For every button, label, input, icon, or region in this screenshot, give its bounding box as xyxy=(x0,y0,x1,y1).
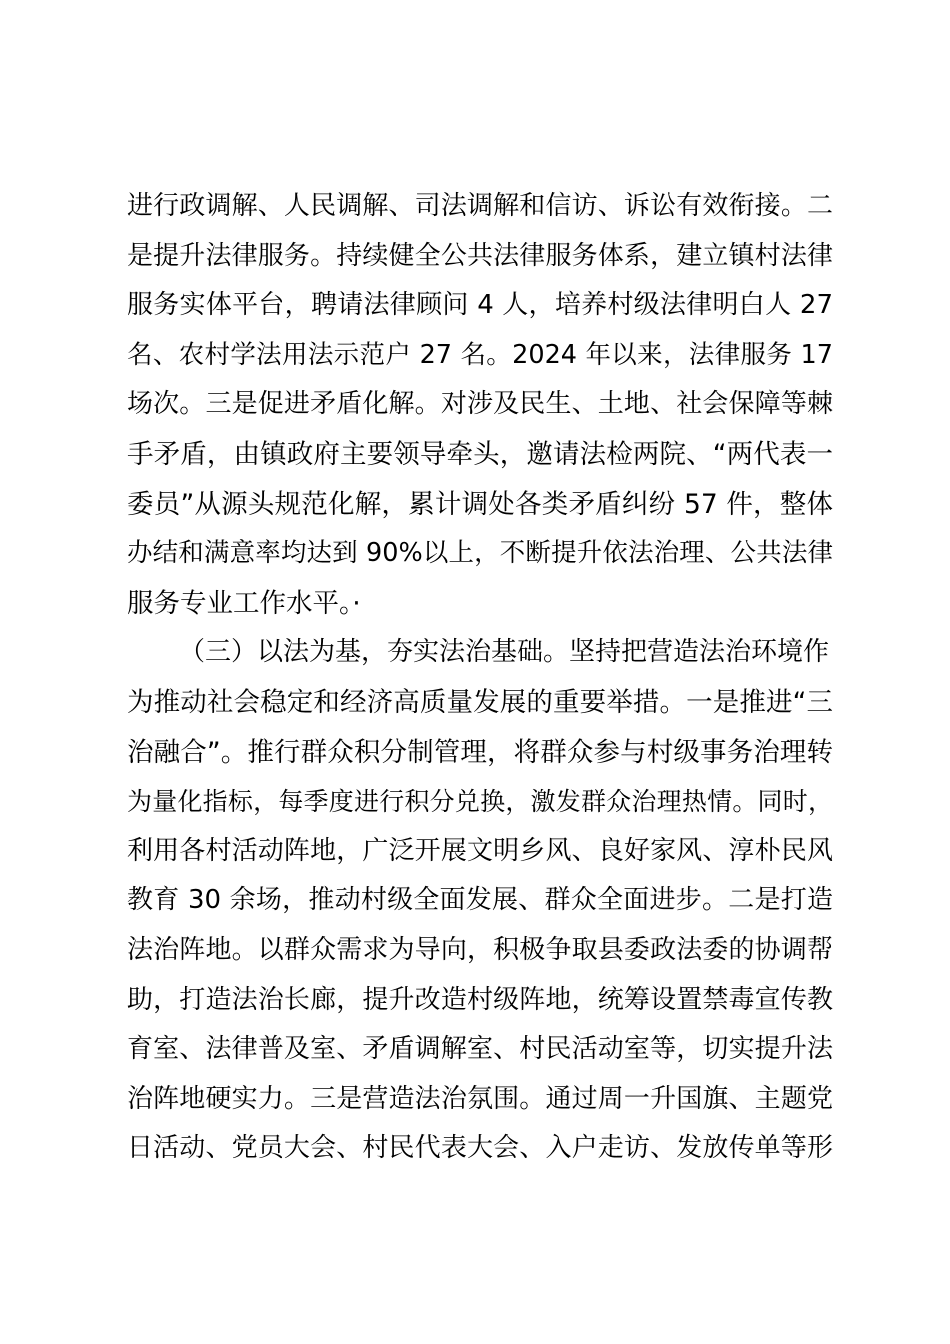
text-line: 名、农村学法用法示范户 27 名。2024 年以来，法律服务 17 xyxy=(127,339,833,370)
text-line: 为推动社会稳定和经济高质量发展的重要举措。一是推进“三 xyxy=(127,686,833,718)
text-line: 育室、法律普及室、矛盾调解室、村民活动室等，切实提升法 xyxy=(127,1034,833,1065)
text-line: 委员”从源头规范化解，累计调处各类矛盾纠纷 57 件，整体 xyxy=(127,488,833,520)
text-line: 手矛盾，由镇政府主要领导牵头，邀请法检两院、“两代表一 xyxy=(127,438,833,470)
text-line: 治融合”。推行群众积分制管理，将群众参与村级事务治理转 xyxy=(127,736,833,768)
text-line: 场次。三是促进矛盾化解。对涉及民生、土地、社会保障等棘 xyxy=(127,389,833,420)
text-line: 日活动、党员大会、村民代表大会、入户走访、发放传单等形 xyxy=(127,1133,833,1164)
text-line: 办结和满意率均达到 90%以上，不断提升依法治理、公共法律 xyxy=(127,538,833,569)
text-line: 治阵地硬实力。三是营造法治氛围。通过周一升国旗、主题党 xyxy=(127,1083,833,1114)
text-line: 服务实体平台，聘请法律顾问 4 人，培养村级法律明白人 27 xyxy=(127,290,833,321)
paragraph-heading-line: （三）以法为基，夯实法治基础。坚持把营造法治环境作 xyxy=(179,637,830,668)
text-line: 服务专业工作水平。· xyxy=(127,587,361,619)
text-line: 为量化指标，每季度进行积分兑换，激发群众治理热情。同时， xyxy=(127,787,833,817)
text-line: 是提升法律服务。持续健全公共法律服务体系，建立镇村法律 xyxy=(127,240,833,271)
text-line: 教育 30 余场，推动村级全面发展、群众全面进步。二是打造 xyxy=(127,885,833,916)
text-line: 进行政调解、人民调解、司法调解和信访、诉讼有效衔接。二 xyxy=(127,191,833,221)
text-line: 法治阵地。以群众需求为导向，积极争取县委政法委的协调帮 xyxy=(127,934,833,965)
text-line: 利用各村活动阵地，广泛开展文明乡风、良好家风、淳朴民风 xyxy=(127,835,833,866)
body-text xyxy=(127,182,833,1174)
text-line: 助，打造法治长廊，提升改造村级阵地，统筹设置禁毒宣传教 xyxy=(127,984,833,1015)
